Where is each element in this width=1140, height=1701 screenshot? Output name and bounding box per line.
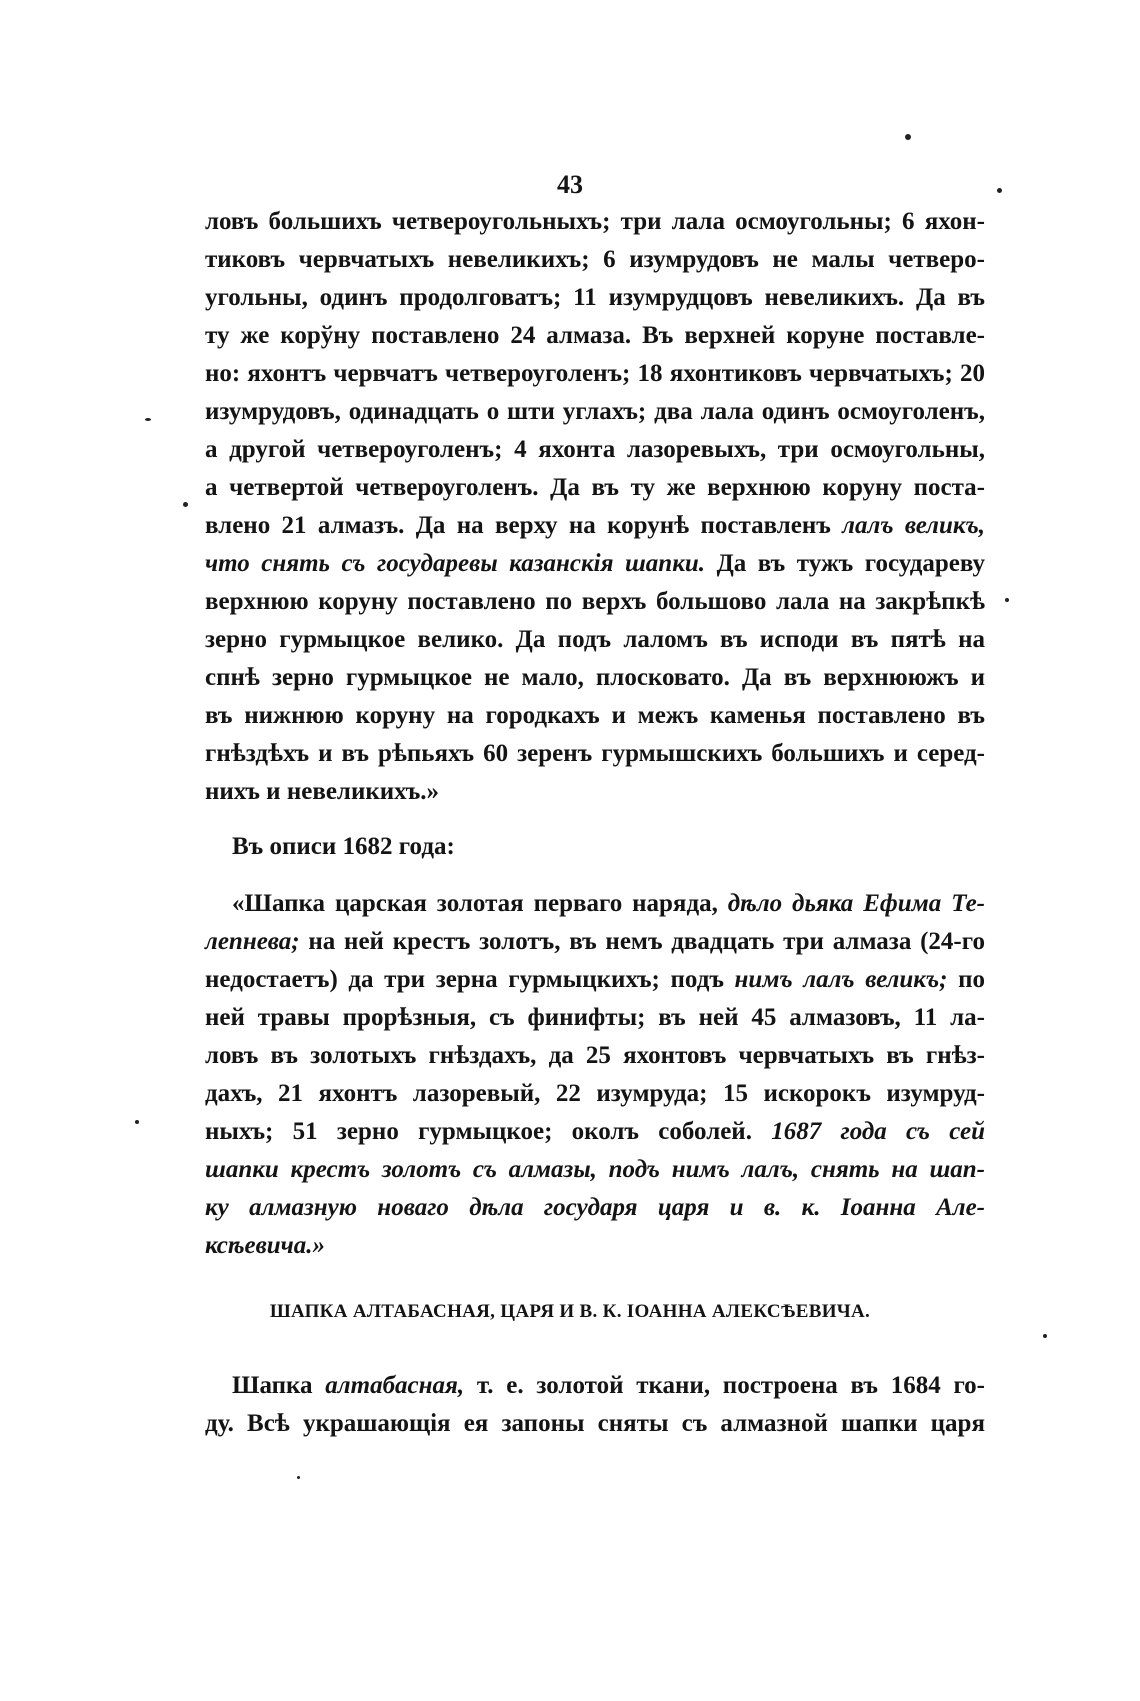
text-line: но: яхонтъ червчатъ четвероуголенъ; 18 яхонтиковъ червчатыхъ; 20 [205,360,985,387]
text-span: т. е. золотой ткани, построена въ 1684 го- [464,1372,985,1399]
text-line [205,1113,985,1151]
text-line: верхнюю коруну поставлено по верхъ большово лала на закрѣпкѣ [205,588,985,615]
text-span: влено 21 алмазъ. Да на верху на корунѣ поставленъ [205,512,843,539]
scan-speck [183,502,188,507]
text-line [205,961,985,999]
scan-speck [135,1120,139,1124]
italic-text: лалъ великъ, [842,512,985,539]
text-span: Да въ тужъ государеву [705,550,985,577]
text-line [205,923,985,961]
text-line: гнѣздѣхъ и въ рѣпьяхъ 60 зеренъ гурмышскихъ большихъ и серед- [205,740,985,767]
italic-text: лепнева; [205,928,300,955]
italic-text: ку алмазную новаго дѣла государя царя и в. к. Іоанна Але- [205,1194,985,1221]
text-line: въ нижнюю коруну на городкахъ и межъ каменья поставлено въ [205,702,985,729]
text-line: ней травы прорѣзныя, съ финифты; въ ней 45 алмазовъ, 11 ла- [205,1004,985,1031]
scan-speck [1043,1334,1047,1338]
italic-text: дѣло дьяка Ефима Те- [727,890,985,917]
text-line [205,545,985,583]
text-span: недостаетъ) да три зерна гурмыцкихъ; подъ [205,966,735,993]
scan-speck [997,188,1002,193]
text-line: Въ описи 1682 года: [232,833,455,860]
text-span: на ней крестъ золотъ, въ немъ двадцать три алмаза (24-го [299,928,985,955]
text-line: угольны, одинъ продолговатъ; 11 изумрудцовъ невеликихъ. Да въ [205,284,985,311]
text-line: ду. Всѣ украшающія ея запоны сняты съ алмазной шапки царя [205,1410,985,1437]
text-line: а четвертой четвероуголенъ. Да въ ту же верхнюю коруну поста- [205,474,985,501]
italic-text: шапки крестъ золотъ съ алмазы, подъ нимъ лалъ, снять на шап- [205,1156,985,1183]
page-number: 43 [557,170,583,199]
text-line: ловъ большихъ четвероугольныхъ; три лала осмоугольны; 6 яхон- [205,208,985,235]
text-line: нихъ и невеликихъ.» [205,778,440,805]
italic-text: 1687 года съ сей [771,1118,985,1145]
scan-speck [145,418,151,421]
text-line [232,885,985,923]
text-span: «Шапка царская золотая перваго наряда, [232,890,728,917]
text-line [232,1367,985,1405]
text-line [205,1151,985,1189]
italic-text: ксѣевича.» [205,1232,326,1259]
italic-text: что снять съ государевы казанскія шапки. [205,550,706,577]
text-line: тиковъ червчатыхъ невеликихъ; 6 изумрудовъ не малы четверо- [205,246,985,273]
text-line: изумрудовъ, одинадцать о шти углахъ; два лала одинъ осмоуголенъ, [205,398,985,425]
text-line: зерно гурмыцкое велико. Да подъ лаломъ въ исподи въ пятѣ на [205,626,985,653]
scan-speck [1005,598,1009,602]
italic-text: алтабасная, [325,1372,465,1399]
text-span: по [947,966,986,993]
text-span: ныхъ; 51 зерно гурмыцкое; околъ соболей. [205,1118,772,1145]
scan-speck [297,1476,300,1479]
text-line [205,1227,985,1265]
text-line [205,1189,985,1227]
text-line: а другой четвероуголенъ; 4 яхонта лазоревыхъ, три осмоугольны, [205,436,985,463]
text-span: Шапка [232,1372,326,1399]
text-line: дахъ, 21 яхонтъ лазоревый, 22 изумруда; 15 искорокъ изумруд- [205,1080,985,1107]
italic-text: нимъ лалъ великъ; [734,966,948,993]
section-heading: ШАПКА АЛТАБАСНАЯ, ЦАРЯ И В. К. ІОАННА АЛЕКСѢЕВИЧА. [269,1301,871,1322]
text-line [205,507,985,545]
text-line: ловъ въ золотыхъ гнѣздахъ, да 25 яхонтовъ червчатыхъ въ гнѣз- [205,1042,985,1069]
text-line: ту же корўну поставлено 24 алмаза. Въ верхней коруне поставле- [205,322,985,349]
text-line: спнѣ зерно гурмыцкое не мало, плосковато. Да въ верхнююжъ и [205,664,985,691]
scan-speck [905,134,911,140]
